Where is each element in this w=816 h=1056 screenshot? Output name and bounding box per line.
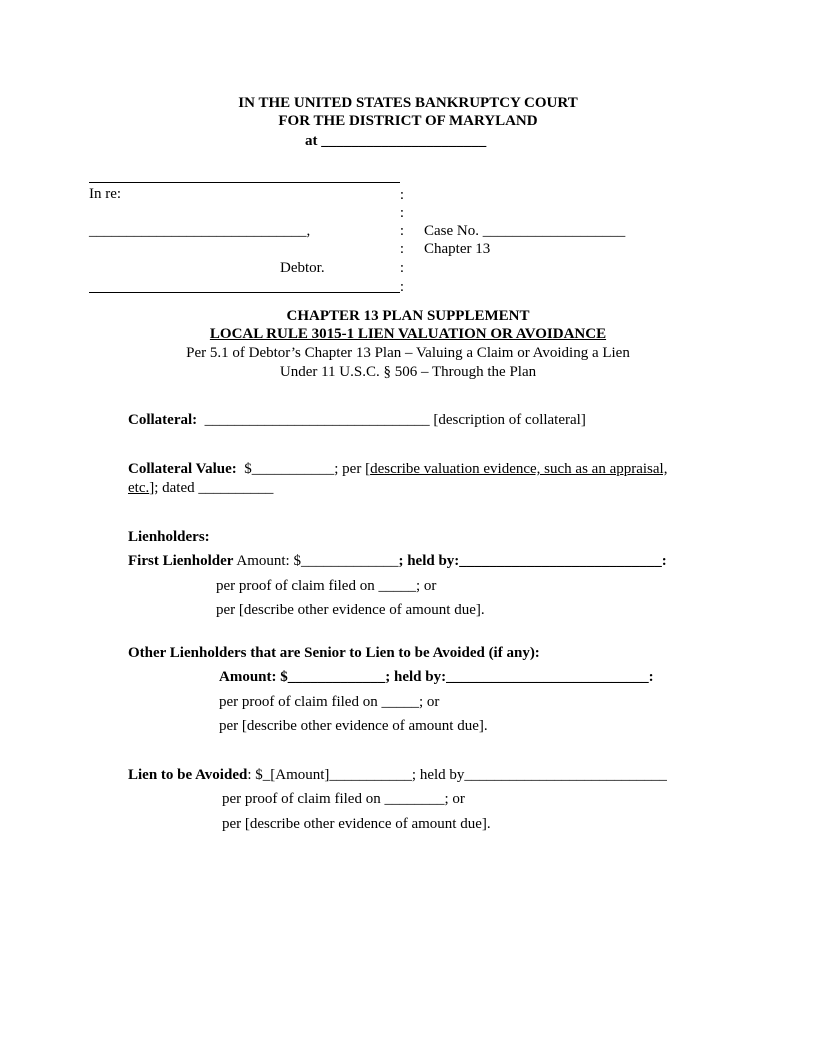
at-label: at [305,133,318,149]
first-lienholder-label: First Lienholder [128,553,234,569]
lien-avoided-other: per [describe other evidence of amount due]. [222,816,491,832]
collateral-description: [description of collateral] [433,412,586,428]
debtor-name-blank: _____________________________, [89,223,311,239]
caption-colon: : [399,279,405,295]
lien-avoided-label: Lien to be Avoided [128,767,248,783]
local-rule-title: LOCAL RULE 3015-1 LIEN VALUATION OR AVOIDANCE [209,326,607,342]
collateral-blank: ______________________________ [204,412,430,428]
lien-avoided-detail: : $_[Amount]___________; held by___________________________ [247,767,667,783]
collateral-value-dated: ]; dated __________ [149,480,274,496]
caption-bottom-rule [89,292,400,293]
collateral-line [128,411,586,429]
valuation-evidence: describe valuation evidence, such as an appraisal, [370,461,668,477]
senior-lienholder-proof: per proof of claim filed on _____; or [219,694,440,710]
caption-top-rule [89,182,400,183]
caption-colon: : [399,241,405,257]
lien-avoided-proof: per proof of claim filed on ________; or [222,791,465,807]
case-number [424,222,625,240]
in-re-label: In re: [89,186,122,202]
senior-lienholder-amount: Amount: $_____________; held by:___________________________: [219,669,654,685]
senior-lienholders-heading: Other Lienholders that are Senior to Lien to be Avoided (if any): [128,645,540,661]
collateral-value-label: Collateral Value: [128,461,237,477]
court-district: FOR THE DISTRICT OF MARYLAND [278,113,538,129]
collateral-value-amount: $___________ [244,461,335,477]
caption-colon: : [399,187,405,203]
caption-colon: : [399,260,405,276]
collateral-value-line-2 [128,479,273,497]
statute-reference: Under 11 U.S.C. § 506 – Through the Plan [279,364,537,380]
lienholders-heading: Lienholders: [128,529,210,545]
lien-avoided-line [128,766,667,784]
chapter-label: Chapter 13 [424,241,491,257]
first-lienholder-amount: Amount: $_____________ [236,553,399,569]
collateral-value-per: ; per [ [334,461,371,477]
case-no-blank: ___________________ [482,223,626,239]
first-lienholder-other: per [describe other evidence of amount due]. [216,602,485,618]
caption-colon: : [399,205,405,221]
collateral-label: Collateral: [128,412,198,428]
court-location [305,132,486,150]
plan-reference: Per 5.1 of Debtor’s Chapter 13 Plan – Valuing a Claim or Avoiding a Lien [186,345,630,361]
senior-lienholder-other: per [describe other evidence of amount due]. [219,718,488,734]
valuation-evidence-etc: etc. [128,480,150,496]
first-lienholder-held-by: ; held by:___________________________: [398,553,667,569]
debtor-label: Debtor. [280,260,325,276]
first-lienholder-line [128,552,667,570]
at-blank: ______________________ [321,133,487,149]
case-no-label: Case No. [424,223,479,239]
first-lienholder-proof: per proof of claim filed on _____; or [216,578,437,594]
collateral-value-line [128,460,667,478]
document-title: CHAPTER 13 PLAN SUPPLEMENT [286,308,530,324]
court-name: IN THE UNITED STATES BANKRUPTCY COURT [238,95,578,111]
caption-colon: : [399,223,405,239]
